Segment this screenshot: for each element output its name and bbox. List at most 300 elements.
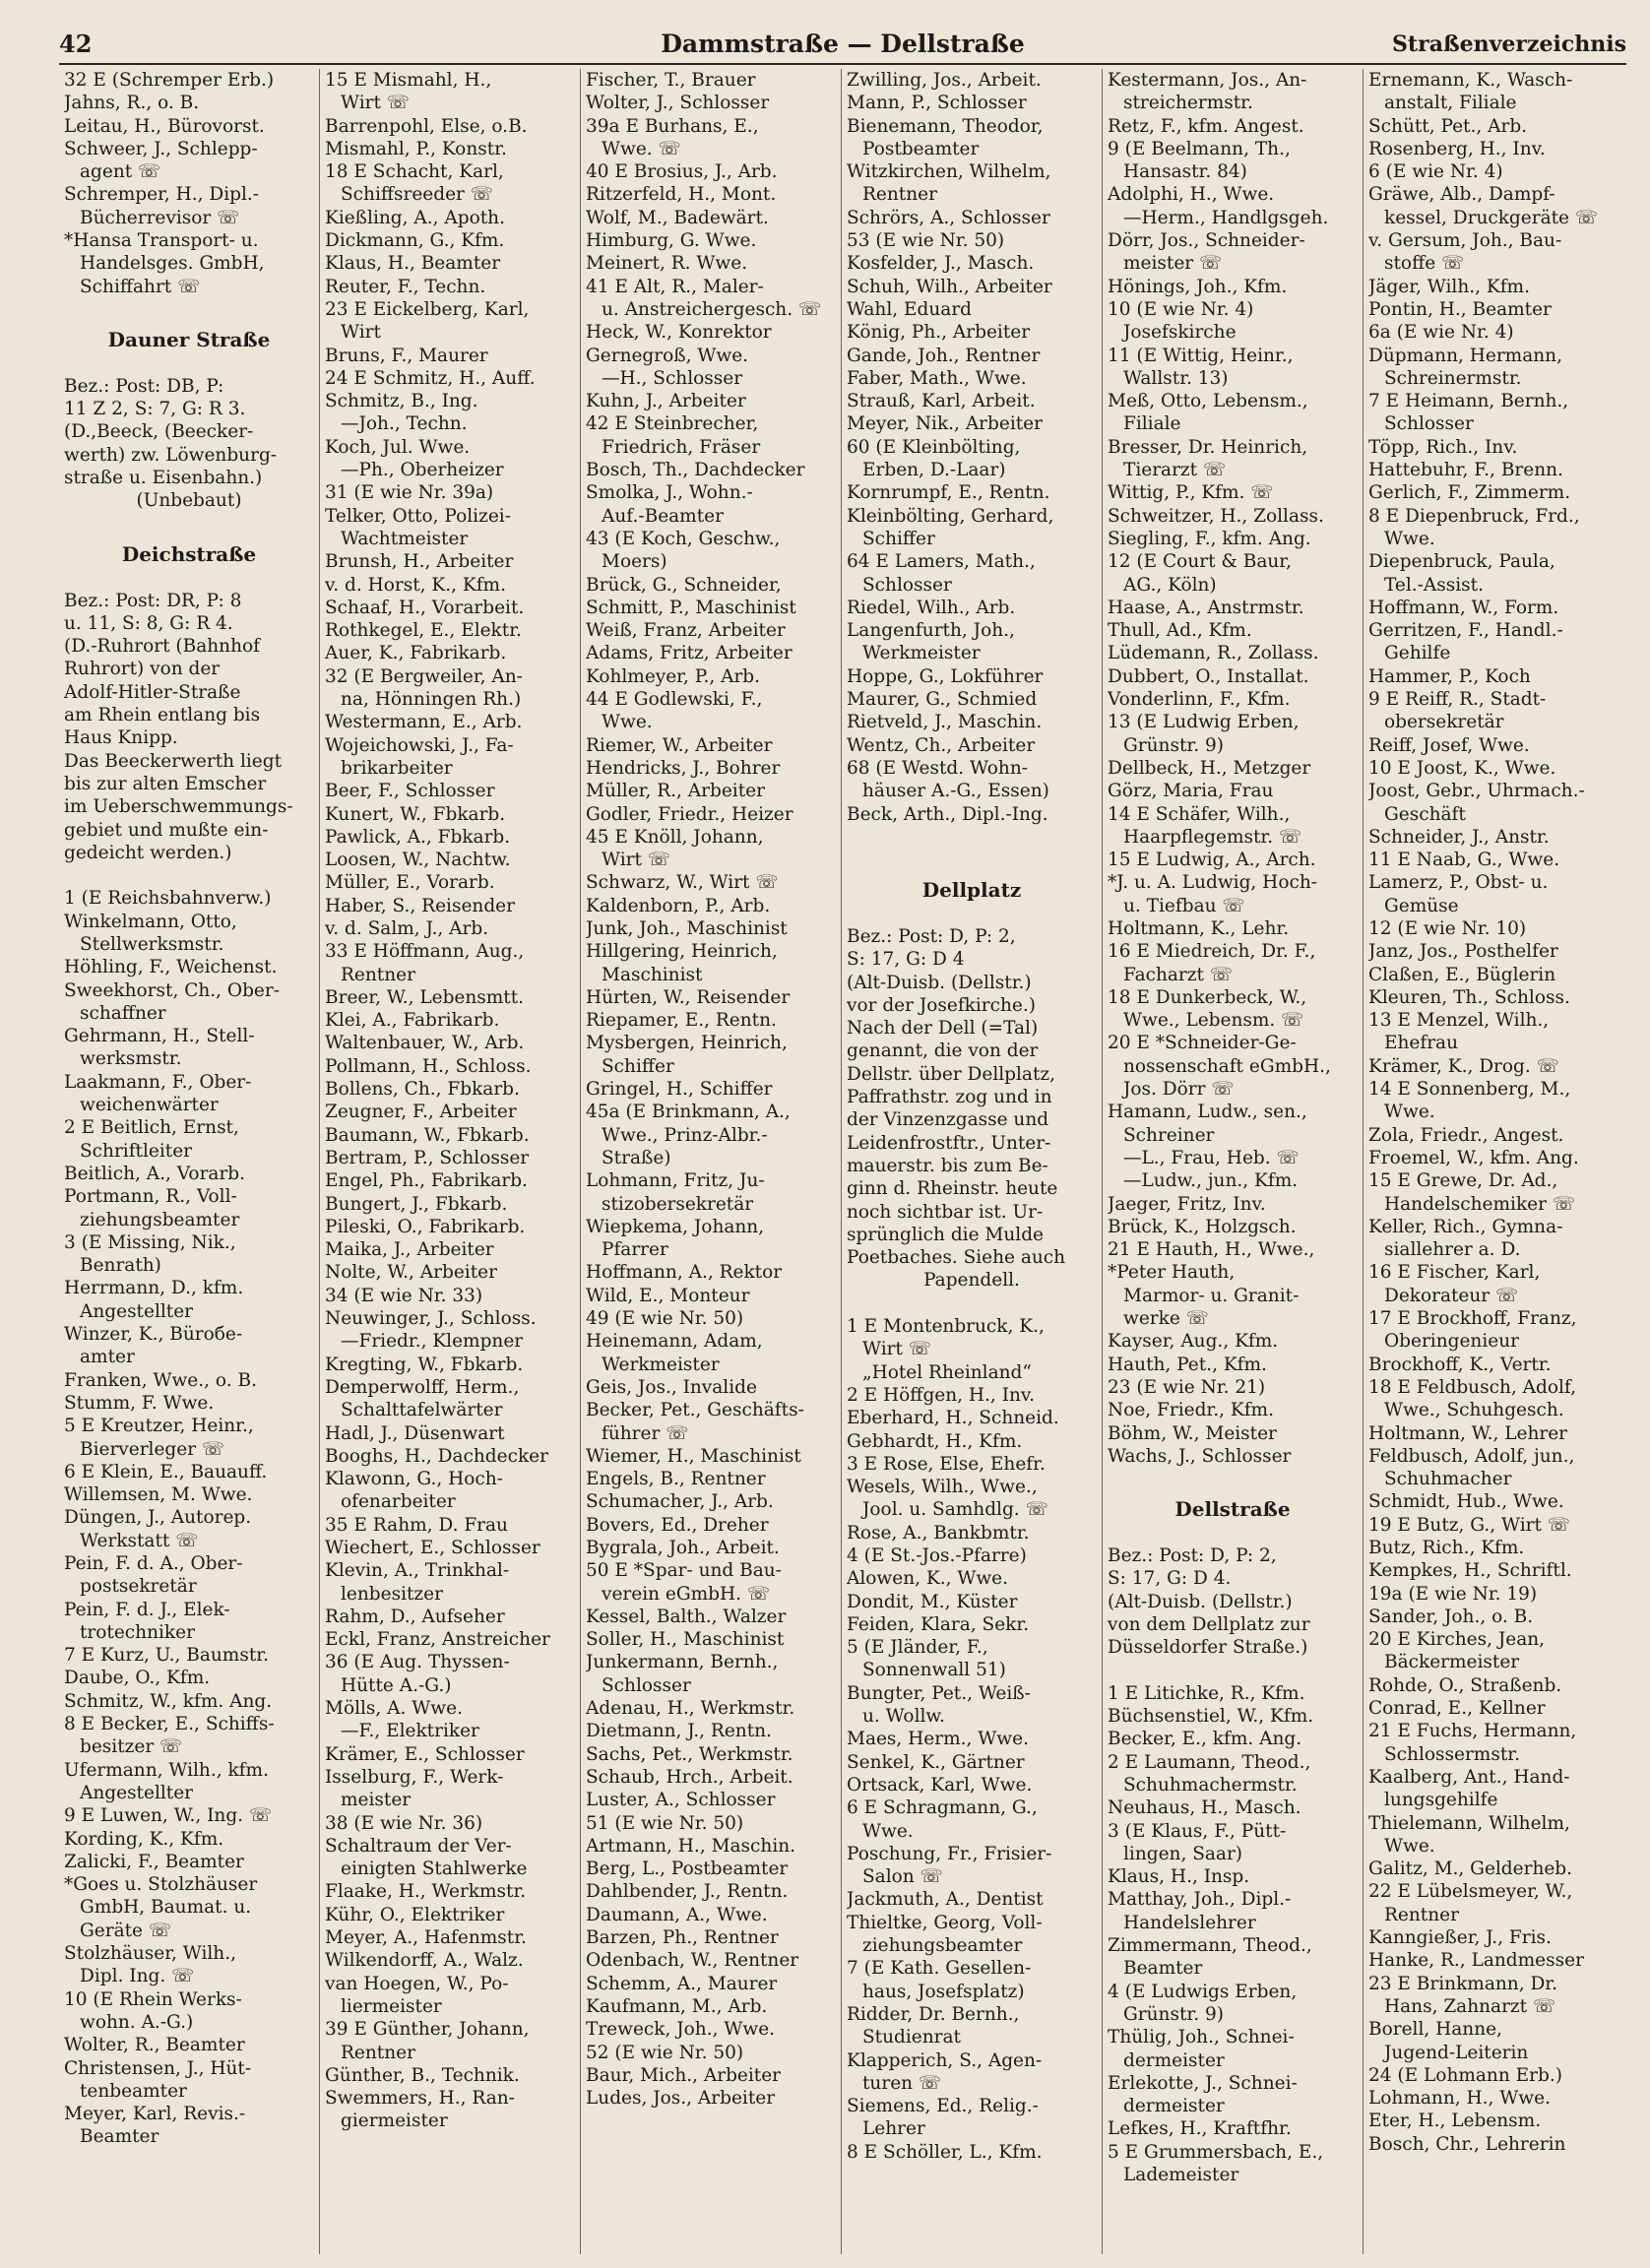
entry-line: Waltenbauer, W., Arb.	[325, 1033, 525, 1054]
entry-line: Smolka, J., Wohn.-	[586, 482, 753, 504]
entry-line: Schiffer	[602, 1055, 674, 1077]
entry-line: Telker, Otto, Polizei-	[325, 505, 511, 527]
entry-line: Meß, Otto, Lebensm.,	[1108, 391, 1308, 412]
entry-line: Claßen, E., Büglerin	[1368, 964, 1556, 985]
column-4	[842, 69, 1103, 2254]
entry-line: Schweitzer, H., Zollass.	[1108, 505, 1324, 527]
entry-line: Feldbusch, Adolf, jun.,	[1368, 1445, 1575, 1467]
entry-line: brikarbeiter	[341, 757, 453, 779]
entry-line: Bungert, J., Fbkarb.	[325, 1193, 508, 1215]
entry-line: Benrath)	[80, 1255, 161, 1277]
entry-line: Werkmeister	[602, 1354, 720, 1375]
entry-line: Dekorateur ☏	[1384, 1285, 1519, 1306]
entry-line: Ruhrort) von der	[64, 659, 221, 680]
entry-line: Engel, Ph., Fabrikarb.	[325, 1170, 528, 1192]
entry-line: Froemel, W., kfm. Ang.	[1368, 1147, 1579, 1168]
entry-line: Gringel, H., Schiffer	[586, 1079, 773, 1101]
entry-line: Ehefrau	[1384, 1033, 1459, 1054]
entry-line: weichenwärter	[80, 1095, 219, 1116]
entry-line: Handelslehrer	[1123, 1912, 1256, 1933]
entry-line: Christensen, J., Hüt-	[64, 2057, 252, 2079]
entry-line: Wwe.	[1384, 528, 1435, 549]
entry-line: Kleuren, Th., Schloss.	[1368, 986, 1570, 1008]
entry-line: Wolter, J., Schlosser	[586, 93, 770, 114]
spacer	[847, 903, 1097, 925]
entry-line: Schlosser	[862, 574, 952, 596]
entry-line: Schuh, Wilh., Arbeiter	[847, 276, 1052, 297]
entry-line: Töpp, Rich., Inv.	[1368, 436, 1518, 458]
entry-line: werke ☏	[1123, 1308, 1209, 1330]
entry-line: 19 E Butz, G., Wirt ☏	[1368, 1514, 1570, 1536]
entry-line: Wahl, Eduard	[847, 298, 973, 320]
entry-line: wohn. A.-G.)	[80, 2011, 194, 2033]
entry-line: 22 E Lübelsmeyer, W.,	[1368, 1881, 1573, 1903]
entry-line: 5 (E Jländer, F.,	[847, 1637, 988, 1659]
spacer	[64, 864, 314, 887]
entry-line: Siegling, F., kfm. Ang.	[1108, 528, 1311, 549]
entry-line: 11 (E Wittig, Heinr.,	[1108, 345, 1294, 366]
entry-line: König, Ph., Arbeiter	[847, 322, 1031, 344]
entry-line: S: 17, G: D 4	[847, 949, 965, 971]
entry-line: 14 E Sonnenberg, M.,	[1368, 1079, 1571, 1101]
entry-line: Wolf, M., Badewärt.	[586, 207, 769, 228]
entry-line: 6a (E wie Nr. 4)	[1368, 322, 1514, 344]
entry-line: Neuhaus, H., Masch.	[1108, 1797, 1301, 1819]
page-title: Dammstraße — Dellstraße	[661, 30, 1025, 58]
entry-line: Pontin, H., Beamter	[1368, 298, 1552, 320]
street-heading: Deichstraße	[121, 542, 257, 566]
entry-line: Adolphi, H., Wwe.	[1108, 184, 1275, 206]
entry-line: Reiff, Josef, Wwe.	[1368, 734, 1530, 756]
entry-line: Hendricks, J., Bohrer	[586, 757, 781, 779]
spacer	[1108, 1659, 1358, 1681]
entry-line: Stellwerksmstr.	[80, 933, 224, 955]
entry-line: Wirt ☏	[862, 1339, 931, 1360]
entry-line: 49 (E wie Nr. 50)	[586, 1308, 744, 1330]
entry-line: Rentner	[862, 184, 937, 206]
entry-line: 13 E Menzel, Wilh.,	[1368, 1010, 1550, 1032]
entry-line: Bez.: Post: D, P: 2,	[847, 925, 1016, 947]
entry-line: 36 (E Aug. Thyssen-	[325, 1652, 510, 1673]
entry-line: Salon ☏	[862, 1866, 943, 1888]
entry-line: Facharzt ☏	[1123, 964, 1233, 985]
entry-line: werth) zw. Löwenburg-	[64, 444, 278, 466]
entry-line: Godler, Friedr., Heizer	[586, 803, 793, 825]
entry-line: straße u. Eisenbahn.)	[64, 468, 263, 489]
entry-line: Kunert, W., Fbkarb.	[325, 803, 506, 825]
entry-line: 6 (E wie Nr. 4)	[1368, 161, 1503, 183]
entry-line: 7 E Kurz, U., Baumstr.	[64, 1645, 269, 1667]
entry-line: —Friedr., Klempner	[341, 1331, 524, 1353]
entry-line: Stumm, F. Wwe.	[64, 1392, 215, 1414]
entry-line: meister ☏	[1123, 253, 1223, 275]
entry-line: Klaus, H., Beamter	[325, 253, 501, 275]
entry-line: 32 E (Schremper Erb.)	[64, 70, 275, 91]
entry-line: Zwilling, Jos., Arbeit.	[847, 70, 1042, 91]
entry-line: Laakmann, F., Ober-	[64, 1071, 252, 1093]
entry-line: Daumann, A., Wwe.	[586, 1904, 768, 1925]
entry-line: Schreiner	[1123, 1124, 1215, 1146]
spacer	[64, 513, 314, 536]
entry-line: Willemsen, M. Wwe.	[64, 1484, 253, 1506]
entry-line: (D.-Ruhrort (Bahnhof	[64, 636, 260, 658]
entry-line: na, Hönningen Rh.)	[341, 689, 522, 711]
entry-line: stoffe ☏	[1384, 253, 1465, 275]
entry-line: Erben, D.-Laar)	[862, 460, 1006, 481]
entry-line: 10 (E wie Nr. 4)	[1108, 298, 1254, 320]
entry-line: Gerlich, F., Zimmerm.	[1368, 482, 1571, 504]
entry-line: Rentner	[341, 964, 415, 985]
entry-line: Höhling, F., Weichenst.	[64, 957, 278, 978]
entry-line: Kohlmeyer, P., Arb.	[586, 665, 761, 687]
entry-line: besitzer ☏	[80, 1736, 183, 1758]
entry-line: 32 (E Bergweiler, An-	[325, 665, 523, 687]
entry-line: Friedrich, Fräser	[602, 436, 761, 458]
entry-line: Heinemann, Adam,	[586, 1331, 763, 1353]
page-number: 42	[59, 30, 93, 58]
entry-line: Treweck, Joh., Wwe.	[586, 2019, 776, 2041]
entry-line: 17 E Brockhoff, Franz,	[1368, 1308, 1577, 1330]
entry-line: Grünstr. 9)	[1123, 2003, 1224, 2025]
entry-line: 34 (E wie Nr. 33)	[325, 1285, 483, 1306]
entry-line: Hillgering, Heinrich,	[586, 941, 778, 963]
entry-line: Bygrala, Joh., Arbeit.	[586, 1538, 780, 1558]
entry-line: 1 E Litichke, R., Kfm.	[1108, 1682, 1305, 1704]
entry-line: Gande, Joh., Rentner	[847, 345, 1041, 366]
entry-line: 35 E Rahm, D. Frau	[325, 1514, 508, 1536]
entry-line: Franken, Wwe., o. B.	[64, 1369, 257, 1391]
entry-line: Wolter, R., Beamter	[64, 2035, 245, 2056]
entry-line: —Joh., Techn.	[341, 413, 468, 435]
entry-line: 31 (E wie Nr. 39a)	[325, 482, 494, 504]
entry-line: Bäckermeister	[1384, 1652, 1520, 1673]
entry-line: Dörr, Jos., Schneider-	[1108, 230, 1305, 252]
entry-line: Retz, F., kfm. Angest.	[1108, 115, 1304, 137]
entry-line: v. Gersum, Joh., Bau-	[1368, 230, 1562, 252]
entry-line: GmbH, Baumat. u.	[80, 1897, 252, 1919]
entry-line: (Alt-Duisb. (Dellstr.)	[847, 972, 1032, 993]
entry-line: Winkelmann, Otto,	[64, 911, 237, 932]
entry-line: Brück, K., Holzgsch.	[1108, 1216, 1297, 1237]
entry-line: Becker, Pet., Geschäfts-	[586, 1400, 804, 1421]
entry-line: Rentner	[341, 2042, 415, 2063]
entry-line: lenbesitzer	[341, 1583, 443, 1605]
entry-line: Hadl, J., Düsenwart	[325, 1422, 505, 1444]
entry-line: Angestellter	[80, 1300, 194, 1322]
entry-line: Baur, Mich., Arbeiter	[586, 2064, 782, 2086]
entry-line: Kaalberg, Ant., Hand-	[1368, 1766, 1570, 1788]
entry-line: Schwarz, W., Wirt ☏	[586, 872, 779, 894]
entry-line: Bez.: Post: DB, P:	[64, 375, 224, 397]
entry-line: Eckl, Franz, Anstreicher	[325, 1629, 550, 1651]
entry-line: u. Anstreichergesch. ☏	[602, 298, 822, 320]
entry-line: Riedel, Wilh., Arb.	[847, 597, 1016, 618]
entry-line: genannt, die von der	[847, 1040, 1039, 1062]
entry-line: Bez.: Post: D, P: 2,	[1108, 1545, 1277, 1566]
entry-line: Isselburg, F., Werk-	[325, 1766, 504, 1788]
entry-line: postsekretär	[80, 1576, 197, 1598]
entry-line: —Ludw., jun., Kfm.	[1123, 1170, 1299, 1192]
entry-line: Lüdemann, R., Zollass.	[1108, 643, 1319, 664]
entry-line: Heck, W., Konrektor	[586, 322, 772, 344]
entry-line: Langenfurth, Joh.,	[847, 620, 1015, 642]
entry-line: streichermstr.	[1123, 93, 1253, 114]
column-2	[320, 69, 581, 2254]
entry-line: Eter, H., Lebensm.	[1368, 2110, 1542, 2132]
spacer	[847, 1292, 1097, 1315]
entry-line: Meinert, R. Wwe.	[586, 253, 748, 275]
entry-line: Schrörs, A., Schlosser	[847, 207, 1050, 228]
entry-line: Maes, Herm., Wwe.	[847, 1729, 1029, 1750]
entry-line: Weiß, Franz, Arbeiter	[586, 620, 786, 642]
entry-line: häuser A.-G., Essen)	[862, 781, 1049, 802]
entry-line: Thielemann, Wilhelm,	[1368, 1812, 1570, 1834]
entry-line: amter	[80, 1347, 135, 1368]
entry-line: Schütt, Pet., Arb.	[1368, 115, 1528, 137]
entry-line: Hanke, R., Landmesser	[1368, 1950, 1584, 1972]
entry-line: Bosch, Chr., Lehrerin	[1368, 2133, 1566, 2155]
entry-line: Leidenfrostftr., Unter-	[847, 1132, 1051, 1154]
entry-line: 64 E Lamers, Math.,	[847, 551, 1036, 573]
column-5	[1103, 69, 1364, 2254]
entry-line: 52 (E wie Nr. 50)	[586, 2042, 744, 2063]
entry-line: Moers)	[602, 551, 667, 573]
entry-line: 6 E Schragmann, G.,	[847, 1797, 1038, 1819]
entry-line: 15 E Ludwig, A., Arch.	[1108, 850, 1316, 871]
entry-line: u. Wollw.	[862, 1706, 945, 1728]
entry-line: Pein, F. d. A., Ober-	[64, 1553, 243, 1574]
entry-line: Alowen, K., Wwe.	[847, 1568, 1009, 1590]
entry-line: Winzer, K., Büroбe-	[64, 1324, 243, 1346]
entry-line: Butz, Rich., Kfm.	[1368, 1538, 1525, 1558]
entry-line: Lehrer	[862, 2118, 925, 2140]
entry-line: Nach der Dell (=Tal)	[847, 1018, 1039, 1040]
entry-line: Wilkendorff, A., Walz.	[325, 1950, 524, 1972]
entry-line: Galitz, M., Gelderheb.	[1368, 1858, 1573, 1880]
entry-line: Schlossermstr.	[1384, 1743, 1520, 1765]
entry-line: 68 (E Westd. Wohn-	[847, 757, 1028, 779]
entry-line: Schaaf, H., Vorarbeit.	[325, 597, 525, 618]
entry-line: ofenarbeiter	[341, 1491, 456, 1513]
entry-line: 5 E Kreutzer, Heinr.,	[64, 1416, 254, 1437]
entry-line: Schmitt, P., Maschinist	[586, 597, 796, 618]
entry-line: Dubbert, O., Installat.	[1108, 665, 1309, 687]
entry-line: v. d. Horst, K., Kfm.	[325, 574, 506, 596]
entry-line: Joost, Gebr., Uhrmach.-	[1368, 781, 1585, 802]
entry-line: *J. u. A. Ludwig, Hoch-	[1108, 872, 1317, 894]
spacer	[64, 298, 314, 321]
entry-line: Neuwinger, J., Schloss.	[325, 1308, 537, 1330]
entry-line: 45 E Knöll, Johann,	[586, 826, 764, 848]
entry-line: am Rhein entlang bis	[64, 705, 261, 726]
column-1	[59, 69, 320, 2254]
entry-line: —F., Elektriker	[341, 1721, 479, 1742]
entry-line: 39 E Günther, Johann,	[325, 2019, 530, 2041]
entry-line: Klapperich, S., Agen-	[847, 2049, 1043, 2071]
entry-line: 4 (E Ludwigs Erben,	[1108, 1981, 1298, 2002]
entry-line: Rose, A., Bankbmtr.	[847, 1522, 1030, 1544]
entry-line: Holtmann, W., Lehrer	[1368, 1422, 1567, 1444]
entry-line: 33 E Höffmann, Aug.,	[325, 941, 525, 963]
entry-line: Mölls, A. Wwe.	[325, 1698, 463, 1720]
entry-line: Borell, Hanne,	[1368, 2019, 1502, 2041]
entry-line: Vonderlinn, F., Kfm.	[1108, 689, 1291, 711]
entry-line: verein eGmbH. ☏	[602, 1583, 771, 1605]
entry-line: Faber, Math., Wwe.	[847, 367, 1027, 389]
entry-line: Tel.-Assist.	[1384, 574, 1484, 596]
entry-line: 13 (E Ludwig Erben,	[1108, 712, 1300, 733]
entry-line: Auer, K., Fabrikarb.	[325, 643, 507, 664]
entry-line: 3 (E Klaus, F., Pütt-	[1108, 1820, 1287, 1842]
entry-line: Wachtmeister	[341, 528, 469, 549]
entry-line: Schmidt, Hub., Wwe.	[1368, 1491, 1564, 1513]
entry-line: Matthay, Joh., Dipl.-	[1108, 1889, 1292, 1911]
entry-line: Thülig, Joh., Schnei-	[1108, 2027, 1295, 2048]
entry-line: Auf.-Beamter	[602, 505, 724, 527]
entry-line: Handelschemiker ☏	[1384, 1193, 1575, 1215]
entry-line: Keller, Rich., Gymna-	[1368, 1216, 1563, 1237]
entry-line: Josefskirche	[1123, 322, 1237, 344]
entry-line: Dahlbender, J., Rentn.	[586, 1881, 789, 1903]
entry-line: 44 E Godlewski, F.,	[586, 689, 763, 711]
entry-line: AG., Köln)	[1123, 574, 1217, 596]
entry-line: Krämer, E., Schlosser	[325, 1743, 525, 1765]
entry-line: Klevin, A., Trinkhal-	[325, 1560, 510, 1582]
entry-line: Senkel, K., Gärtner	[847, 1751, 1025, 1773]
entry-line: Poschung, Fr., Frisier-	[847, 1843, 1052, 1864]
entry-line: Kessel, Balth., Walzer	[586, 1606, 787, 1627]
section-title: Straßenverzeichnis	[1392, 32, 1626, 57]
entry-line: 2 E Höffgen, H., Inv.	[847, 1384, 1036, 1406]
entry-line: haus, Josefsplatz)	[862, 1981, 1025, 2002]
entry-line: Himburg, G. Wwe.	[586, 230, 757, 252]
entry-line: Düpmann, Hermann,	[1368, 345, 1562, 366]
entry-line: 1 (E Reichsbahnverw.)	[64, 888, 272, 910]
entry-line: Lefkes, H., Kraftfhr.	[1108, 2118, 1292, 2140]
entry-line: *Peter Hauth,	[1108, 1262, 1236, 1284]
entry-line: 14 E Schäfer, Wilh.,	[1108, 803, 1291, 825]
entry-line: Ortsack, Karl, Wwe.	[847, 1774, 1033, 1796]
entry-line: Maschinist	[602, 964, 703, 985]
entry-line: Kayser, Aug., Kfm.	[1108, 1331, 1279, 1353]
entry-line: 45a (E Brinkmann, A.,	[586, 1102, 791, 1123]
entry-line: Lademeister	[1123, 2165, 1239, 2186]
entry-line: v. d. Salm, J., Arb.	[325, 917, 489, 939]
entry-line: Schiffsreeder ☏	[341, 184, 493, 206]
entry-line: Schreinermstr.	[1384, 367, 1522, 389]
entry-line: Böhm, W., Meister	[1108, 1422, 1277, 1444]
entry-line: 41 E Alt, R., Maler-	[586, 276, 764, 297]
entry-line: 8 E Diepenbruck, Frd.,	[1368, 505, 1580, 527]
entry-line: nossenschaft eGmbH.,	[1123, 1055, 1331, 1077]
entry-line: Haber, S., Reisender	[325, 895, 515, 916]
entry-line: 42 E Steinbrecher,	[586, 413, 759, 435]
entry-line: tenbeamter	[80, 2080, 187, 2102]
entry-line: einigten Stahlwerke	[341, 1858, 528, 1880]
entry-line: Hürten, W., Reisender	[586, 986, 791, 1008]
entry-line: dermeister	[1123, 2049, 1225, 2071]
entry-line: 10 (E Rhein Werks-	[64, 1988, 242, 2010]
entry-line: Schalttafelwärter	[341, 1400, 503, 1421]
entry-line: 9 (E Beelmann, Th.,	[1108, 138, 1291, 159]
entry-line: Barrenpohl, Else, o.B.	[325, 115, 528, 137]
entry-line: Düngen, J., Autorep.	[64, 1507, 252, 1529]
entry-line: Schmitz, W., kfm. Ang.	[64, 1690, 273, 1712]
entry-line: 3 (E Missing, Nik.,	[64, 1231, 236, 1253]
column-3	[581, 69, 842, 2254]
entry-line: 6 E Klein, E., Bauauff.	[64, 1461, 268, 1482]
entry-line: Erlekotte, J., Schnei-	[1108, 2072, 1298, 2094]
entry-line: Werkstatt ☏	[80, 1530, 199, 1551]
entry-line: 11 E Naab, G., Wwe.	[1368, 850, 1560, 871]
entry-line: Wwe., Lebensm. ☏	[1123, 1010, 1304, 1032]
entry-line: Schiffahrt ☏	[80, 276, 201, 297]
entry-line: Dickmann, G., Kfm.	[325, 230, 505, 252]
entry-line: Wwe.	[602, 712, 653, 733]
entry-line: Schlosser	[602, 1674, 691, 1696]
entry-line: Becker, E., kfm. Ang.	[1108, 1729, 1302, 1750]
entry-line: Dellstr. über Dellplatz,	[847, 1063, 1056, 1085]
entry-line: Booghs, H., Dachdecker	[325, 1445, 548, 1467]
entry-line: Beamter	[1123, 1958, 1203, 1980]
entry-line: Jool. u. Samhdlg. ☏	[862, 1499, 1048, 1521]
entry-line: Pollmann, H., Schloss.	[325, 1055, 532, 1077]
entry-line: Kosfelder, J., Masch.	[847, 253, 1035, 275]
entry-line: 21 E Hauth, H., Wwe.,	[1108, 1239, 1315, 1261]
entry-line: Meyer, Karl, Revis.-	[64, 2104, 246, 2125]
entry-line: Kanngießer, J., Fris.	[1368, 1927, 1552, 1949]
entry-line: Diepenbruck, Paula,	[1368, 551, 1555, 573]
entry-line: vor der Josefkirche.)	[847, 994, 1036, 1016]
entry-line: 19a (E wie Nr. 19)	[1368, 1583, 1538, 1605]
entry-line: gedeicht werden.)	[64, 842, 232, 863]
entry-line: —L., Frau, Heb. ☏	[1123, 1147, 1300, 1168]
entry-line: Gehilfe	[1384, 643, 1451, 664]
entry-line: Barzen, Ph., Rentner	[586, 1927, 779, 1949]
entry-line: 40 E Brosius, J., Arb.	[586, 161, 778, 183]
entry-line: Tierarzt ☏	[1123, 460, 1227, 481]
entry-line: Janz, Jos., Posthelfer	[1368, 941, 1558, 963]
entry-line: Sweekhorst, Ch., Ober-	[64, 979, 280, 1001]
entry-line: Handelsges. GmbH,	[80, 253, 265, 275]
entry-line: 20 E *Schneider-Ge-	[1108, 1033, 1297, 1054]
entry-line: 2 E Laumann, Theod.,	[1108, 1751, 1311, 1773]
entry-line: Schumacher, J., Arb.	[586, 1491, 774, 1513]
entry-line: Jahns, R., o. B.	[64, 93, 200, 114]
entry-line: Paffrathstr. zog und in	[847, 1087, 1052, 1108]
entry-line: Ludes, Jos., Arbeiter	[586, 2088, 776, 2110]
entry-line: Schneider, J., Anstr.	[1368, 826, 1550, 848]
entry-line: Rentner	[1384, 1904, 1459, 1925]
entry-line: kessel, Druckgeräte ☏	[1384, 207, 1598, 228]
entry-line: Maika, J., Arbeiter	[325, 1239, 494, 1261]
entry-line: Hattebuhr, F., Brenn.	[1368, 460, 1563, 481]
entry-line: Düsseldorfer Straße.)	[1108, 1637, 1308, 1659]
entry-line: Bertram, P., Schlosser	[325, 1147, 530, 1168]
entry-line: Dellbeck, H., Metzger	[1108, 757, 1311, 779]
entry-line: —H., Schlosser	[602, 367, 743, 389]
entry-line: Bücherrevisor ☏	[80, 207, 240, 228]
entry-line: Bovers, Ed., Dreher	[586, 1514, 769, 1536]
page-header	[59, 28, 1626, 65]
entry-line: 23 E Brinkmann, Dr.	[1368, 1973, 1557, 1994]
entry-line: Wiemer, H., Maschinist	[586, 1445, 801, 1467]
entry-line: —Herm., Handlgsgeh.	[1123, 207, 1329, 228]
entry-line: Jackmuth, A., Dentist	[847, 1889, 1044, 1911]
entry-line: Bruns, F., Maurer	[325, 345, 488, 366]
entry-line: 7 (E Kath. Gesellen-	[847, 1958, 1032, 1980]
entry-line: Daube, O., Kfm.	[64, 1668, 211, 1689]
